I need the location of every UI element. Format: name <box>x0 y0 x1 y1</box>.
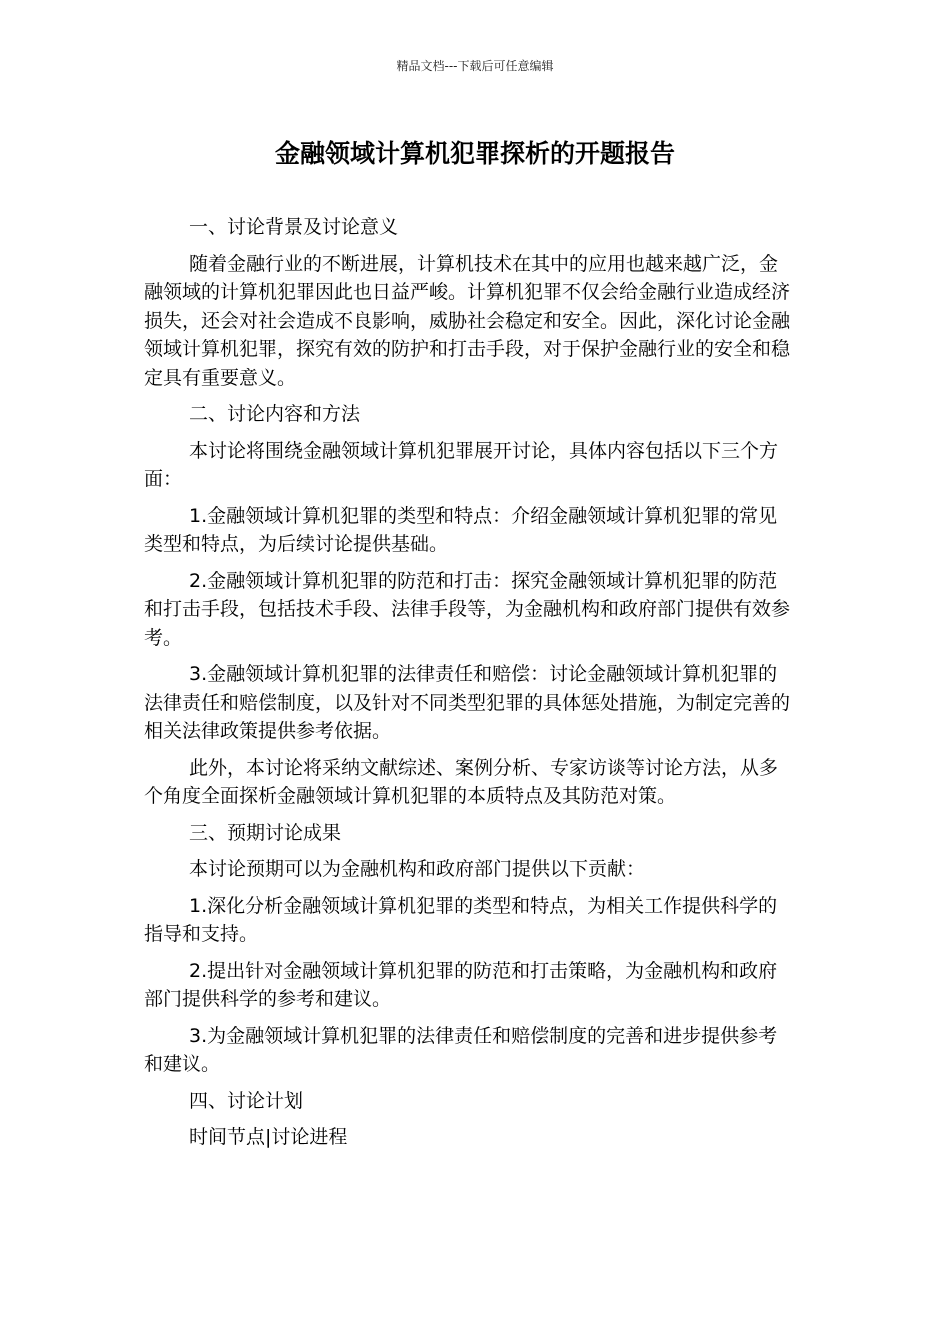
section-heading-expected-results: 三、预期讨论成果 <box>189 821 342 844</box>
list-item-expected-1: 1.深化分析金融领域计算机犯罪的类型和特点，为相关工作提供科学的指导和支持。 <box>144 894 778 945</box>
paragraph-plan-timeline: 时间节点|讨论进程 <box>189 1126 348 1148</box>
section-heading-background: 一、讨论背景及讨论意义 <box>189 216 399 238</box>
list-item-content-2: 2.金融领域计算机犯罪的防范和打击：探究金融领域计算机犯罪的防范和打击手段，包括技术手段、法律手段等，为金融机构和政府部门提供有效参考。 <box>144 569 791 649</box>
page-header-note: 精品文档---下载后可任意编辑 <box>396 59 554 73</box>
document-body <box>144 213 794 1160</box>
document-title: 金融领域计算机犯罪探析的开题报告 <box>274 139 675 168</box>
list-item-content-3: 3.金融领域计算机犯罪的法律责任和赔偿：讨论金融领域计算机犯罪的法律责任和赔偿制度，以及针对不同类型犯罪的具体惩处措施，为制定完善的相关法律政策提供参考依据。 <box>144 663 791 742</box>
section-heading-plan: 四、讨论计划 <box>189 1089 304 1112</box>
list-item-expected-2: 2.提出针对金融领域计算机犯罪的防范和打击策略，为金融机构和政府部门提供科学的参考和建议。 <box>144 959 778 1010</box>
paragraph-content-intro: 本讨论将围绕金融领域计算机犯罪展开讨论，具体内容包括以下三个方面： <box>144 439 779 490</box>
paragraph-background: 随着金融行业的不断进展，计算机技术在其中的应用也越来越广泛，金融领域的计算机犯罪因此也日益严峻。计算机犯罪不仅会给金融行业造成经济损失，还会对社会造成不良影响，威胁社会稳定和安全。因此，深化讨论金融领域计算机犯罪，探究有效的防护和打击手段，对于保护金融行业的安全和稳定具有重要意义。 <box>144 252 791 389</box>
list-item-content-1: 1.金融领域计算机犯罪的类型和特点：介绍金融领域计算机犯罪的常见类型和特点，为后续讨论提供基础。 <box>144 504 778 555</box>
paragraph-expected-intro: 本讨论预期可以为金融机构和政府部门提供以下贡献： <box>189 858 646 880</box>
paragraph-methods: 此外，本讨论将采纳文献综述、案例分析、专家访谈等讨论方法，从多个角度全面探析金融领域计算机犯罪的本质特点及其防范对策。 <box>144 756 779 807</box>
section-heading-content-methods: 二、讨论内容和方法 <box>189 403 361 425</box>
list-item-expected-3: 3.为金融领域计算机犯罪的法律责任和赔偿制度的完善和进步提供参考和建议。 <box>144 1024 778 1075</box>
